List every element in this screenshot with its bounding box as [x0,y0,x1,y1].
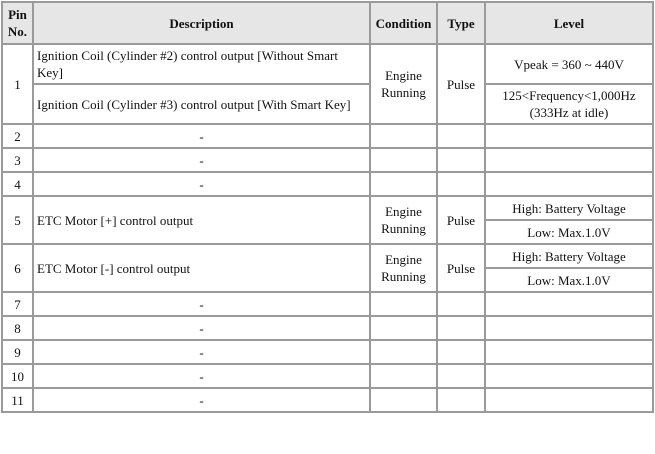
type-cell [437,364,485,388]
description-cell: ETC Motor [-] control output [33,244,370,292]
pin-number: 11 [2,388,33,412]
pin-number: 7 [2,292,33,316]
pin-number: 3 [2,148,33,172]
table-row-pin-4 [2,172,653,196]
level-line2: (333Hz at idle) [529,105,609,120]
header-row [2,2,653,44]
condition-cell [370,244,437,292]
level-cell [485,124,653,148]
table-row-pin-9 [2,340,653,364]
table-row-pin-5a [2,196,653,220]
type-cell [437,388,485,412]
level-cell [485,292,653,316]
header-pin-line1: Pin [8,7,27,22]
condition-line1: Engine [385,252,422,267]
condition-cell [370,340,437,364]
condition-cell [370,44,437,124]
condition-cell [370,148,437,172]
type-cell [437,340,485,364]
type-cell [437,172,485,196]
type-cell: Pulse [437,244,485,292]
description-cell: ETC Motor [+] control output [33,196,370,244]
table-row-pin-10 [2,364,653,388]
level-cell [485,364,653,388]
pin-number: 5 [2,196,33,244]
type-cell [437,316,485,340]
level-cell [485,172,653,196]
table-row-pin-11 [2,388,653,412]
condition-cell [370,292,437,316]
description-cell: - [33,292,370,316]
condition-line2: Running [381,85,426,100]
description-cell: Ignition Coil (Cylinder #3) control output [With Smart Key] [33,84,370,124]
level-cell: High: Battery Voltage [485,196,653,220]
pin-number: 8 [2,316,33,340]
type-cell: Pulse [437,196,485,244]
type-cell: Pulse [437,44,485,124]
pin-number: 2 [2,124,33,148]
description-cell: - [33,172,370,196]
condition-cell [370,124,437,148]
condition-line1: Engine [385,204,422,219]
condition-line2: Running [381,269,426,284]
level-cell: Low: Max.1.0V [485,268,653,292]
table-row-pin-3 [2,148,653,172]
condition-cell [370,388,437,412]
condition-cell [370,364,437,388]
pin-table [1,1,654,413]
level-cell: Vpeak = 360 ~ 440V [485,44,653,84]
level-cell: Low: Max.1.0V [485,220,653,244]
description-cell: - [33,316,370,340]
header-description: Description [33,2,370,44]
condition-cell [370,172,437,196]
header-type: Type [437,2,485,44]
pin-number: 4 [2,172,33,196]
header-level: Level [485,2,653,44]
condition-cell [370,196,437,244]
header-pin-line2: No. [7,24,28,39]
table-row-pin-1b [2,84,653,124]
description-cell: - [33,388,370,412]
table-row-pin-1a [2,44,653,84]
condition-line2: Running [381,221,426,236]
description-cell: - [33,148,370,172]
level-cell [485,316,653,340]
table-row-pin-2 [2,124,653,148]
table-row-pin-6a [2,244,653,268]
table-row-pin-7 [2,292,653,316]
type-cell [437,124,485,148]
header-condition: Condition [370,2,437,44]
pin-number: 9 [2,340,33,364]
type-cell [437,292,485,316]
pin-number: 1 [2,44,33,124]
level-cell: High: Battery Voltage [485,244,653,268]
type-cell [437,148,485,172]
level-cell [485,84,653,124]
description-cell: - [33,124,370,148]
level-cell [485,388,653,412]
condition-cell [370,316,437,340]
level-line1: 125<Frequency<1,000Hz [502,88,636,103]
description-cell: - [33,364,370,388]
level-cell [485,340,653,364]
header-pin-no [2,2,33,44]
pin-number: 6 [2,244,33,292]
description-cell: - [33,340,370,364]
description-cell: Ignition Coil (Cylinder #2) control output [Without Smart Key] [33,44,370,84]
condition-line1: Engine [385,68,422,83]
pin-number: 10 [2,364,33,388]
level-cell [485,148,653,172]
table-row-pin-8 [2,316,653,340]
